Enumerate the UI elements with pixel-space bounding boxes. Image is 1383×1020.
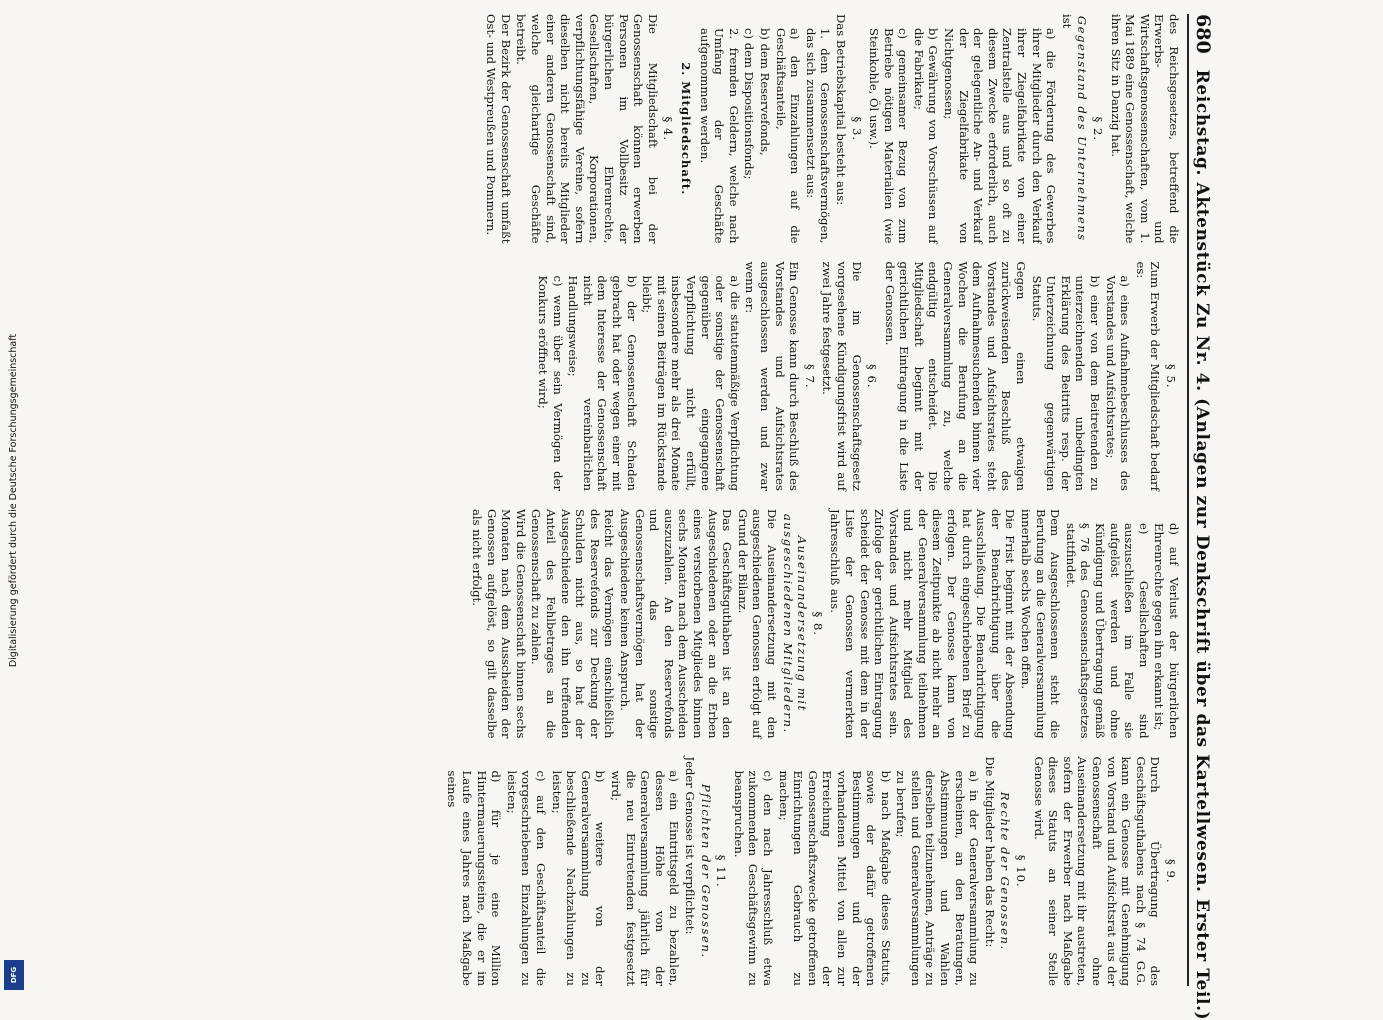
list-item: b) der Genossenschaft Schaden gebracht hat oder wegen einer mit dem Interesse der Genossenschaft nicht vereinbarlichen Handlungsweise; (566, 275, 639, 491)
column-1 (444, 14, 1181, 244)
list-item: c) wenn über sein Vermögen der Konkurs eröffnet wird; (536, 275, 565, 491)
paragraph: Durch Übertragung des Geschäftsguthabens nach § 74 G.G. kann ein Genosse mit Genehmigung von Vorstand und Aufsichtsrat aus der Genossenschaft ohne Auseinandersetzung mit ihr austreten, sofern der Erwerber nach Maßgabe dieses Statuts an seiner Stelle Genosse wird. (1031, 756, 1163, 986)
section-number: § 9. (1164, 858, 1178, 884)
list-item: a) ein Eintrittsgeld zu bezahlen, dessen Höhe von der Generalversammlung jährlich für die neu Eintretenden festgesetzt wird; (609, 770, 682, 986)
paragraph: Die Mitgliedschaft bei der Genossenschaft können erwerben Personen im Vollbesitz der bürgerlichen Ehrenrechte, Gesellschaften, Korporationen, verpflichtungsfähige Vereine, sofern dieselben nicht bereits Mitglieder einer anderen Genossenschaft sind, welche gleichartige Geschäfte betreibt. (514, 14, 660, 244)
list-item: c) den nach Jahresschluß etwa zukommenden Geschäftsgewinn zu beanspruchen. (731, 770, 775, 986)
section-heading: Gegenstand des Unternehmens (1075, 15, 1090, 242)
section-number: § 7. (802, 363, 817, 389)
list-item: a) die statutenmäßige Verpflichtung oder sonstige der Genossenschaft gegenüber eingegangene Verpflichtung nicht erfüllt, insbesondere mehr als drei Monate mit seinen Beiträgen im Rückstande bleibt; (640, 275, 742, 491)
paragraph: Die Auseinandersetzung mit den ausgeschiedenen Genossen erfolgt auf Grund der Bilanz. (735, 509, 779, 739)
paragraph: des Reichsgesetzes, betreffend die Erwerbs- und Wirtschaftsgenossenschaften, vom 1. Mai 1889 eine Genossenschaft, welche ihren Sitz in Danzig hat. (1108, 14, 1181, 244)
digitization-note (0, 0, 28, 1000)
section-number: § 8. (810, 611, 825, 637)
section-number: § 4. (661, 116, 676, 142)
paragraph: Dem Ausgeschlossenen steht die Berufung an die Generalversammlung innerhalb sechs Wochen offen. (1019, 509, 1063, 739)
paragraph: Das Geschäftsguthaben ist an den Ausgeschiedenen oder an die Erben eines verstorbenen Mitgliedes binnen sechs Monaten nach dem Ausscheiden auszuzahlen. An den Reservefonds und das sonstige Genossenschaftsvermögen hat der Ausgeschiedene keinen Anspruch. (618, 509, 735, 739)
list-item: 2. fremden Geldern, welche nach Umfang der Geschäfte aufgenommen werden. (697, 28, 741, 244)
page-title: Reichstag. Aktenstück Zu Nr. 4. (Anlagen zur Denkschrift über das Kartellwesen. Erster Teil.) (1192, 69, 1212, 1020)
paragraph: Die Frist beginnt mit der Absendung der Benachrichtigung über die Ausschließung. Die Benachrichtigung hat durch eingeschriebenen Brief zu erfolgen. Der Genosse kann von diesem Zeitpunkte ab nicht mehr an der Generalversammlung teilnehmen und nicht mehr Mitglied des Vorstandes und Aufsichtsrates sein. Zufolge der gerichtlichen Eintragung scheidet der Genosse mit dem in der Liste der Genossen vermerkten Jahresschluß aus. (828, 509, 1018, 739)
section-number: § 5. (1164, 363, 1178, 389)
paragraph: Jeder Genosse ist verpflichtet: (683, 756, 697, 935)
paragraph: Zum Erwerb der Mitgliedschaft bedarf es: (1133, 261, 1163, 491)
list-item: c) dem Dispositionsfonds; (742, 28, 757, 180)
list-item: e) Gesellschaften sind auszuschließen im Falle sie aufgelöst werden und ohne Kündigung und Übertragung gemäß § 76 des Genossenschaftsgesetzes stattfindet. (1063, 523, 1151, 739)
list-item: b) Gewährung von Vorschüssen auf die Fabrikate; (911, 28, 941, 244)
page-number: 680 (1192, 14, 1214, 54)
section-number: § 10. (1014, 854, 1029, 888)
column-2 (444, 262, 1181, 492)
column-4 (444, 757, 1181, 987)
paragraph: Das Betriebskapital besteht aus: (833, 14, 848, 206)
list-item: c) auf den Geschäftsanteil die vorgeschriebenen Einzahlungen zu leisten; (504, 770, 549, 986)
column-3 (444, 509, 1181, 739)
list-item: d) für je eine Million Hintermauerungssteine, die er im Laufe eines Jahres nach Maßgabe seines (445, 770, 504, 986)
section-number: § 6. (865, 363, 880, 389)
digitization-note-text: Digitalisierung gefördert durch die Deutsche Forschungsgemeinschaft (8, 333, 20, 667)
paragraph: Reicht das Vermögen einschließlich des Reservefonds zur Deckung der Schulden nicht aus, so hat der Ausgeschiedene den ihn treffenden Anteil des Fehlbetrages an die Genossenschaft zu zahlen. (529, 509, 617, 739)
section-heading: Rechte der Genossen. (998, 791, 1013, 951)
paragraph: Wird die Genossenschaft binnen sechs Monaten nach dem Ausscheiden der Genossen aufgelöst, so gilt dasselbe als nicht erfolgt. (470, 509, 528, 739)
paragraph: Die Mitglieder haben das Recht: (982, 756, 997, 948)
list-item: b) dem Reservefonds, (757, 28, 772, 156)
paragraph: ist (1059, 14, 1074, 29)
paragraph: Gegen einen etwaigen zurückweisenden Beschluß des Vorstandes und Aufsichtsrates steht dem Aufnahmesuchenden binnen vier Wochen die Berufung an die Generalversammlung zu, welche endgültig entscheidet. Die Mitgliedschaft beginnt mit der gerichtlichen Eintragung in die Liste der Genossen. (882, 261, 1029, 491)
paragraph: Ein Genosse kann durch Beschluß des Vorstandes und Aufsichtsrates ausgeschlossen werden und zwar wenn er: (743, 261, 802, 491)
page-header (1187, 14, 1214, 1020)
document-page (52, 0, 1222, 1020)
paragraph: Der Bezirk der Genossenschaft umfaßt Ost- und Westpreußen und Pommern. (484, 14, 513, 244)
section-number: § 11. (714, 854, 729, 888)
list-item: a) die Förderung des Gewerbes ihrer Mitglieder durch den Verkauf ihrer Ziegelfabrikate von einer Zentralstelle aus und so oft zu diesem Zwecke erforderlich, auch der gelegentliche An- und Verkauf der Ziegelfabrikate von Nichtgenossen; (942, 28, 1059, 244)
chapter-heading: 2. Mitgliedschaft. (679, 62, 693, 196)
list-item: b) nach Maßgabe dieses Statuts, sowie der dafür getroffenen Bestimmungen und der vorhandenen Mittel von allen zur Erreichung der Genossenschaftszwecke getroffenen Einrichtungen Gebrauch zu machen; (776, 770, 893, 986)
section-number: § 3. (849, 116, 864, 142)
list-item: a) eines Aufnahmebeschlusses des Vorstandes und Aufsichtsrates; (1103, 275, 1133, 491)
section-number: § 2. (1091, 116, 1106, 142)
section-heading: Pflichten der Genossen. (698, 783, 713, 959)
list-item: d) auf Verlust der bürgerlichen Ehrenrechte gegen ihn erkannt ist; (1152, 523, 1181, 739)
list-item: b) einer von dem Beitretenden zu unterzeichnenden unbedingten Erklärung des Beitritts resp. der Unterzeichnung gegenwärtigen Statuts. (1029, 275, 1103, 491)
section-heading: Auseinandersetzung mit ausgeschiedenen Mitgliedern. (780, 513, 810, 734)
paragraph: Die im Genossenschaftsgesetz vorgesehene Kündigungsfrist wird auf zwei Jahre festgesetzt. (820, 261, 864, 491)
list-item: 1. dem Genossenschaftsvermögen, das sich zusammensetzt aus: (803, 28, 833, 244)
list-item: c) gemeinsamer Bezug von zum Betriebe nötigen Materialien (wie Steinkohle, Öl usw.). (867, 28, 911, 244)
dfg-logo-text: DFG (10, 966, 18, 984)
list-item: a) den Einzahlungen auf die Geschäftsanteile, (773, 28, 803, 244)
dfg-logo (4, 960, 24, 990)
list-item: b) weitere von der Generalversammlung zu beschließende Nachzahlungen zu leisten; (549, 770, 608, 986)
list-item: a) in der Generalversammlung zu erscheinen, an den Beratungen, Abstimmungen und Wahlen derselben teilzunehmen, Anträge zu stellen und Generalversammlungen zu berufen; (894, 770, 982, 986)
text-columns (444, 14, 1181, 986)
